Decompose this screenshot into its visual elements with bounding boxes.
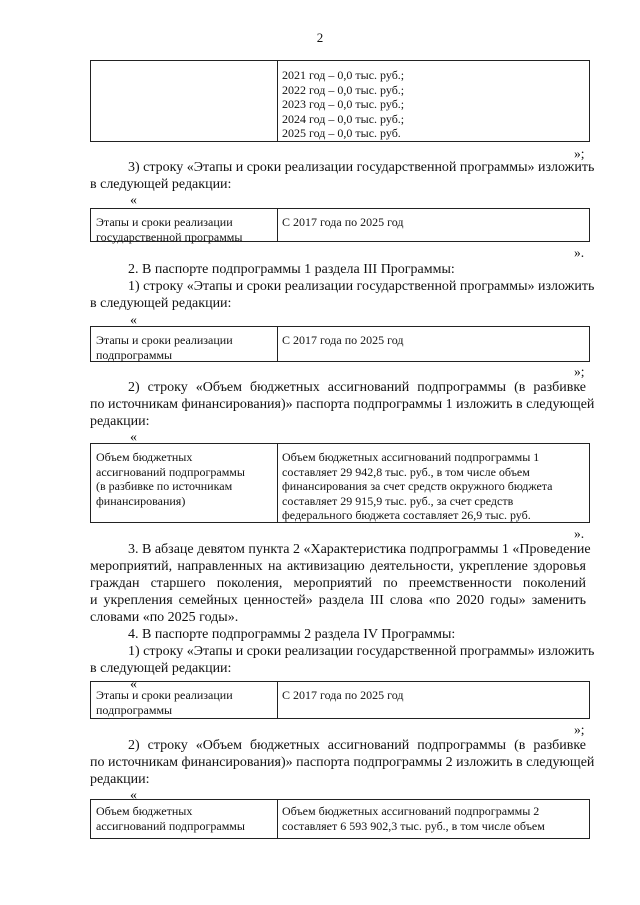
paragraph-section2-line2: в следующей редакции: xyxy=(90,296,232,311)
table-stages-state-program xyxy=(90,208,590,242)
opening-quote: « xyxy=(130,788,137,803)
year-line: 2023 год – 0,0 тыс. руб.; xyxy=(282,97,405,111)
table-stages-subprogram1 xyxy=(90,326,590,362)
table-budget-subprogram2 xyxy=(90,799,590,839)
year-line: 2024 год – 0,0 тыс. руб.; xyxy=(282,111,405,126)
table-right-text: С 2017 года по 2025 год xyxy=(282,215,404,229)
table-budget-subprogram1 xyxy=(90,443,590,523)
opening-quote: « xyxy=(130,430,137,445)
table-right-text: С 2017 года по 2025 год xyxy=(282,688,404,702)
paragraph-item2-sub2-line3: редакции: xyxy=(90,772,150,787)
opening-quote: « xyxy=(130,313,137,328)
paragraph-item2-sub2-line1: 2) строку «Объем бюджетных ассигнований подпрограммы (в разбивке xyxy=(128,738,586,753)
paragraph-section3-line1: 3. В абзаце девятом пункта 2 «Характеристика подпрограммы 1 «Проведение xyxy=(128,542,591,557)
paragraph-item2-sub1-line3: редакции: xyxy=(90,414,150,429)
table-left-text: Этапы и сроки реализации государственной программы xyxy=(96,215,243,244)
opening-quote: « xyxy=(130,193,137,208)
table-left-text: Этапы и сроки реализации подпрограммы xyxy=(96,333,233,362)
year-line: 2025 год – 0,0 тыс. руб. xyxy=(282,126,401,140)
paragraph-item3-line1: 3) строку «Этапы и сроки реализации государственной программы» изложить xyxy=(128,160,595,175)
table-right-text: Объем бюджетных ассигнований подпрограммы 2 составляет 6 593 902,3 тыс. руб., в том числе объем xyxy=(282,804,545,833)
table-funding-years xyxy=(90,60,590,142)
table-left-text: Объем бюджетных ассигнований подпрограммы xyxy=(96,804,245,833)
paragraph-section3-line5: словами «по 2025 годы». xyxy=(90,610,239,625)
year-line: 2022 год – 0,0 тыс. руб.; xyxy=(282,82,405,97)
paragraph-section2-line1: 1) строку «Этапы и сроки реализации государственной программы» изложить xyxy=(128,279,595,294)
table-left-text: Объем бюджетных ассигнований подпрограммы (в разбивке по источникам финансирования) xyxy=(96,450,245,508)
table-left-cell xyxy=(91,61,278,141)
paragraph-item2-sub1-line1: 2) строку «Объем бюджетных ассигнований подпрограммы (в разбивке xyxy=(128,380,586,395)
opening-quote: « xyxy=(130,677,137,692)
paragraph-section4-line2: в следующей редакции: xyxy=(90,661,232,676)
page-number: 2 xyxy=(316,30,324,45)
section4-heading: 4. В паспорте подпрограммы 2 раздела IV Программы: xyxy=(128,627,456,642)
closing-quote: ». xyxy=(574,526,585,541)
closing-quote: »; xyxy=(574,364,585,379)
table-right-text: С 2017 года по 2025 год xyxy=(282,333,404,347)
closing-quote: ». xyxy=(574,245,585,260)
table-right-cell xyxy=(282,68,583,141)
table-stages-subprogram2 xyxy=(90,681,590,719)
paragraph-section3-line2: мероприятий, направленных на активизацию деятельности, укрепление здоровья xyxy=(90,559,586,574)
year-line: 2021 год – 0,0 тыс. руб.; xyxy=(282,68,405,82)
closing-quote: »; xyxy=(574,722,585,737)
paragraph-item2-sub1-line2: по источникам финансирования)» паспорта подпрограммы 1 изложить в следующей xyxy=(90,397,595,412)
table-right-text: Объем бюджетных ассигнований подпрограммы 1 составляет 29 942,8 тыс. руб., в том числе объем финансирования за счет средств окружного бюджета составляет 29 915,9 тыс. руб., за счет средств федерального бюджета составляет 26,9 тыс. руб. xyxy=(282,450,553,522)
paragraph-item2-sub2-line2: по источникам финансирования)» паспорта подпрограммы 2 изложить в следующей xyxy=(90,755,595,770)
paragraph-section3-line3: граждан старшего поколения, мероприятий по преемственности поколений xyxy=(90,576,586,591)
closing-quote: »; xyxy=(574,146,585,161)
section2-heading: 2. В паспорте подпрограммы 1 раздела III Программы: xyxy=(128,262,455,277)
table-left-text: Этапы и сроки реализации подпрограммы xyxy=(96,688,233,717)
paragraph-section4-line1: 1) строку «Этапы и сроки реализации государственной программы» изложить xyxy=(128,644,595,659)
paragraph-section3-line4: и укрепления семейных ценностей» раздела III слова «по 2020 годы» заменить xyxy=(90,593,586,608)
paragraph-item3-line2: в следующей редакции: xyxy=(90,177,232,192)
